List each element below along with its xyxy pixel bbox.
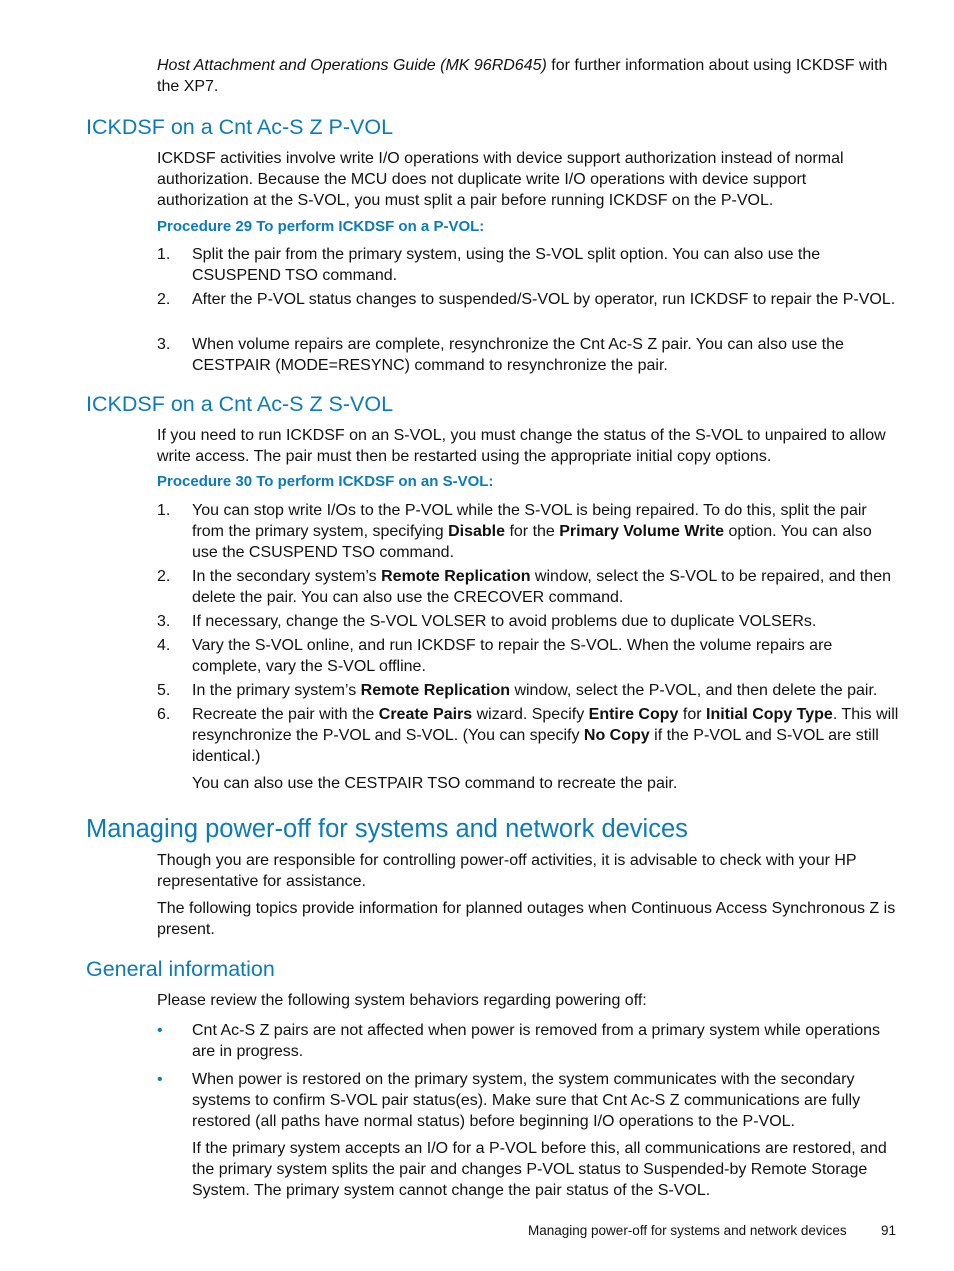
step-number: 4. [157,637,171,654]
page-number: 91 [881,1223,897,1238]
step-number: 3. [157,613,171,630]
step-number: 5. [157,682,171,699]
general-info-paragraph: Please review the following system behaviors regarding powering off: [157,992,647,1009]
step-number: 3. [157,336,171,353]
disable-term: Disable [448,523,505,540]
initial-copy-type-term: Initial Copy Type [706,706,833,723]
step-text-part: Recreate the pair with the [192,706,379,723]
step-text-part: window, select the S-VOL to be repaired, and then delete the pair. You can also use the CRECOVER command. [192,568,891,606]
step-text: Vary the S-VOL online, and run ICKDSF to repair the S-VOL. When the volume repairs are complete, vary the S-VOL offline. [192,637,833,675]
entire-copy-term: Entire Copy [588,706,679,723]
step-number: 2. [157,568,171,585]
footer-title: Managing power-off for systems and network devices [528,1223,847,1238]
bullet-text: Cnt Ac-S Z pairs are not affected when power is removed from a primary system while operations are in progress. [192,1022,880,1060]
guide-title: Host Attachment and Operations Guide (MK 96RD645) [157,57,547,74]
step-text: After the P-VOL status changes to suspended/S-VOL by operator, run ICKDSF to repair the P-VOL. [192,291,896,308]
power-off-paragraph-1: Though you are responsible for controlling power-off activities, it is advisable to check with your HP representative for assistance. [157,852,857,890]
step-text-part: . This will resynchronize the P-VOL and S-VOL. (You can specify [192,706,899,744]
remote-replication-term: Remote Replication [360,682,510,699]
step-6-note: You can also use the CESTPAIR TSO command to recreate the pair. [192,775,678,792]
create-pairs-term: Create Pairs [378,706,473,723]
no-copy-term: No Copy [583,727,650,744]
pvol-paragraph: ICKDSF activities involve write I/O operations with device support authorization instead of normal authorization. Because the MCU does not duplicate write I/O operations with device support authorization at the S-VOL, you must split a pair before running ICKDSF on the P-VOL. [157,150,844,209]
step-text-part: if the P-VOL and S-VOL are still identical.) [192,727,879,765]
step-text-part: for [678,706,706,723]
step-text: When volume repairs are complete, resynchronize the Cnt Ac-S Z pair. You can also use the CESTPAIR (MODE=RESYNC) command to resynchronize the pair. [192,336,844,374]
step-text: If necessary, change the S-VOL VOLSER to avoid problems due to duplicate VOLSERs. [192,613,817,630]
step-text-part: for the [505,523,560,540]
bullet-note: If the primary system accepts an I/O for a P-VOL before this, all communications are restored, and the primary system splits the pair and changes P-VOL status to Suspended-by Remote Storage System. The primary system cannot change the pair status of the S-VOL. [192,1140,887,1199]
bullet-dot-icon: • [157,1071,163,1088]
power-off-heading: Managing power-off for systems and network devices [86,815,688,843]
step-text [192,566,899,608]
procedure-29-title: Procedure 29 To perform ICKDSF on a P-VOL: [157,218,485,235]
step-text-part: In the secondary system’s [192,568,382,585]
svol-heading: ICKDSF on a Cnt Ac-S Z S-VOL [86,392,394,416]
procedure-30-title: Procedure 30 To perform ICKDSF on an S-VOL: [157,473,494,490]
general-info-heading: General information [86,957,275,981]
step-number: 1. [157,502,171,519]
step-text [192,704,899,767]
pvol-heading: ICKDSF on a Cnt Ac-S Z P-VOL [86,115,394,139]
step-text-part: In the primary system’s [192,682,361,699]
step-text-part: wizard. Specify [472,706,589,723]
step-text: Split the pair from the primary system, using the S-VOL split option. You can also use the CSUSPEND TSO command. [192,246,821,284]
intro-paragraph [157,55,899,97]
step-text-part: window, select the P-VOL, and then delete the pair. [510,682,878,699]
step-text [192,680,899,701]
remote-replication-term: Remote Replication [381,568,531,585]
step-number: 2. [157,291,171,308]
step-text [192,500,899,563]
step-number: 6. [157,706,171,723]
bullet-dot-icon: • [157,1022,163,1039]
step-text-part: option. You can also use the CSUSPEND TSO command. [192,523,872,561]
step-text-part: You can stop write I/Os to the P-VOL while the S-VOL is being repaired. To do this, split the pair from the primary system, specifying [192,502,867,540]
primary-volume-write-term: Primary Volume Write [559,523,725,540]
bullet-text: When power is restored on the primary system, the system communicates with the secondary systems to confirm S-VOL pair status(es). Make sure that Cnt Ac-S Z communications are fully restored (all paths have normal status) before beginning I/O operations to the P-VOL. [192,1071,861,1130]
intro-text: for further information about using ICKDSF with the XP7. [157,57,888,95]
step-number: 1. [157,246,171,263]
svol-paragraph: If you need to run ICKDSF on an S-VOL, you must change the status of the S-VOL to unpaired to allow write access. The pair must then be restarted using the appropriate initial copy options. [157,427,886,465]
power-off-paragraph-2: The following topics provide information for planned outages when Continuous Access Synchronous Z is present. [157,900,896,938]
